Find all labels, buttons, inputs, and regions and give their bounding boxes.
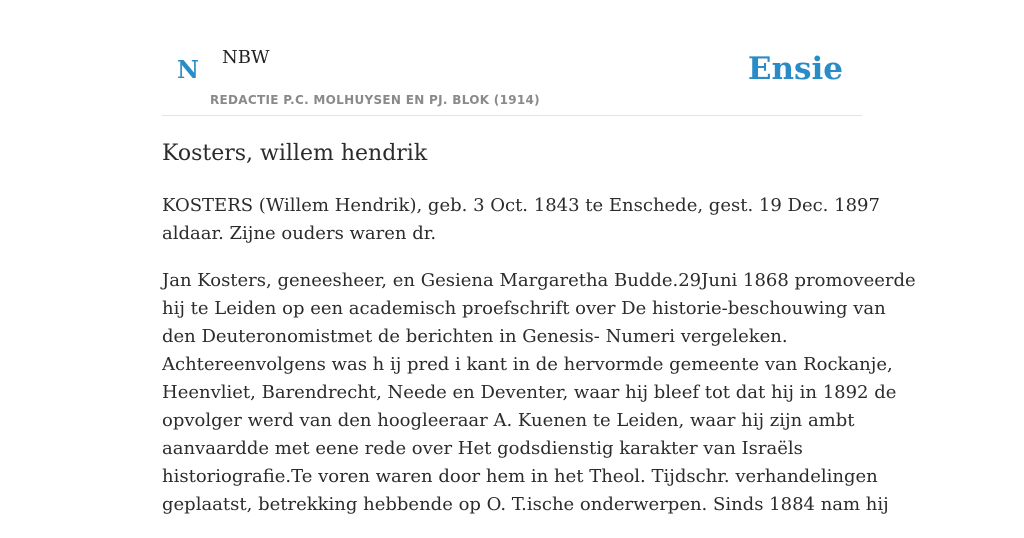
text-line: Heenvliet, Barendrecht, Neede en Deventer, waar hij bleef tot dat hij in 1892 de <box>162 382 897 403</box>
text-line: den Deuteronomistmet de berichten in Genesis- Numeri vergeleken. <box>162 326 788 347</box>
text-line: geplaatst, betrekking hebbende op O. T.ische onderwerpen. Sinds 1884 nam hij <box>162 494 889 515</box>
text-line: Achtereenvolgens was h ij pred i kant in de hervormde gemeente van Rockanje, <box>162 354 893 375</box>
article-paragraph <box>162 267 916 519</box>
source-name[interactable]: NBW <box>222 47 270 68</box>
source-header <box>162 0 862 116</box>
brand-logo[interactable]: Ensie <box>747 51 843 87</box>
source-credit: REDACTIE P.C. MOLHUYSEN EN PJ. BLOK (1914) <box>210 93 540 107</box>
text-line: opvolger werd van den hoogleeraar A. Kuenen te Leiden, waar hij zijn ambt <box>162 410 855 431</box>
article-title: Kosters, willem hendrik <box>162 141 428 166</box>
text-line: aldaar. Zijne ouders waren dr. <box>162 223 437 244</box>
text-line: Jan Kosters, geneesheer, en Gesiena Margaretha Budde.29Juni 1868 promoveerde <box>162 270 916 291</box>
text-line: historiografie.Te voren waren door hem in het Theol. Tijdschr. verhandelingen <box>162 466 878 487</box>
text-line: hij te Leiden op een academisch proefschrift over De historie-beschouwing van <box>162 298 886 319</box>
article-paragraph <box>162 192 880 248</box>
text-line: KOSTERS (Willem Hendrik), geb. 3 Oct. 1843 te Enschede, gest. 19 Dec. 1897 <box>162 195 880 216</box>
source-logo[interactable]: N <box>177 55 199 84</box>
text-line: aanvaardde met eene rede over Het godsdienstig karakter van Israëls <box>162 438 803 459</box>
article-body <box>162 192 916 538</box>
article-page <box>162 0 916 515</box>
